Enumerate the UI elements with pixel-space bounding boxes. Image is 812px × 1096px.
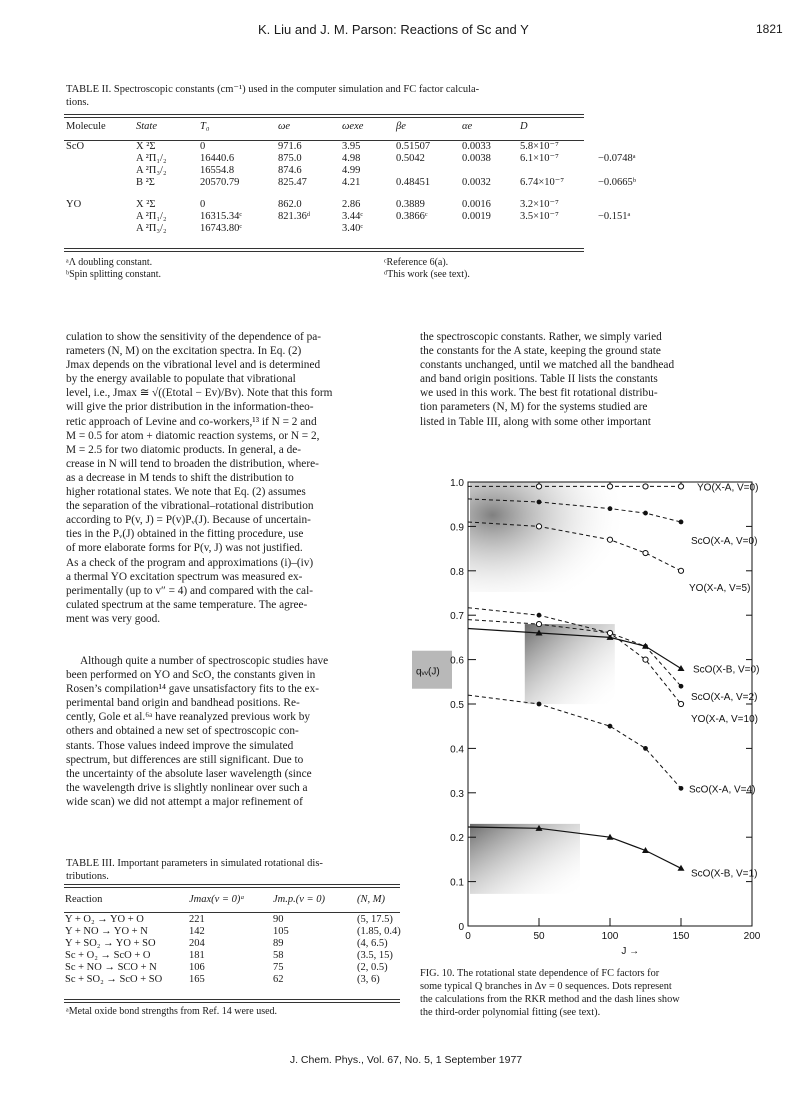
data-point — [678, 865, 685, 871]
table2-header-cell: State — [136, 121, 157, 132]
table2-cell: 0 — [200, 199, 206, 210]
text-line: been performed on YO and ScO, the constants given in — [66, 669, 316, 682]
footnote-b: ᵇSpin splitting constant. — [66, 269, 162, 280]
y-tick-label: 0.4 — [450, 744, 464, 756]
data-point — [643, 657, 648, 662]
text-line: we used in this work. The best fit rotational distribu- — [420, 387, 658, 400]
data-point — [678, 568, 683, 573]
data-point — [643, 746, 648, 751]
table2-header-cell: ωexe — [342, 121, 364, 132]
table2-cell: 6.74×10⁻⁷ — [520, 177, 564, 188]
x-tick-label: 50 — [533, 931, 545, 942]
text-line: the wavelength drive is slightly nonlinear over such a — [66, 781, 308, 794]
table3-row — [62, 950, 420, 962]
text-line: Jmax depends on the vibrational level and is determined — [66, 359, 321, 372]
table3-cell: (1.85, 0.4) — [357, 926, 401, 937]
text-line: culated spectrum at the same temperature. The agree- — [66, 598, 308, 611]
text-line: will give the prior distribution in the information-theo- — [66, 401, 314, 414]
table2-cell: 821.36ᵈ — [278, 211, 311, 222]
table3-cell: 221 — [189, 914, 205, 925]
table3-cell: (4, 6.5) — [357, 938, 388, 949]
text-line: tion parameters (N, M) for the systems studied are — [420, 401, 648, 414]
table3-row — [62, 938, 420, 950]
table3-cell: (2, 0.5) — [357, 962, 388, 973]
table2-cell: X ²Σ — [136, 199, 156, 210]
figure-10-chart — [412, 468, 768, 957]
text-line: perimental band origin and bandhead positions. Re- — [66, 697, 300, 710]
table2-cell — [594, 199, 660, 211]
table2-cell: 0.0032 — [462, 177, 491, 188]
table2-header-cell: D — [520, 121, 528, 132]
figure-caption-line: the third-order polynomial fitting (see text). — [420, 1007, 601, 1018]
table2-caption — [66, 83, 586, 109]
table2-cell — [392, 165, 458, 177]
series-label: ScO(X-A, V=0) — [691, 535, 758, 547]
table2-header-row — [62, 121, 660, 133]
table2-cell — [516, 165, 594, 177]
text-line: stants. Those values indeed improve the simulated — [66, 739, 294, 752]
table2-cell: 0.0033 — [462, 141, 491, 152]
table2-row — [62, 165, 660, 177]
table2-caption-line: tions. — [66, 97, 90, 108]
data-point — [537, 702, 542, 707]
table2-cell — [594, 165, 660, 177]
table3-cell: 181 — [189, 950, 205, 961]
table3-header-cell: Jmax(v = 0)ᵃ — [189, 894, 245, 905]
table2-cell: 3.2×10⁻⁷ — [520, 199, 559, 210]
text-line: level, i.e., Jmax ≅ √((Etotal − Ev)/Bv). Note that this form — [66, 387, 333, 400]
text-line: crease in N will tend to broaden the distribution, where- — [66, 457, 319, 470]
data-point — [607, 484, 612, 489]
x-tick-label: 0 — [465, 931, 471, 942]
table2-cell: 4.21 — [342, 177, 361, 188]
data-point — [608, 506, 613, 511]
table2-row — [62, 141, 660, 153]
shade-region — [470, 824, 580, 894]
table2-cell — [458, 223, 516, 235]
table2-cell — [62, 153, 132, 165]
table2-cell — [392, 223, 458, 235]
shade-region — [525, 624, 615, 704]
table2-cell: 4.98 — [342, 153, 361, 164]
x-tick-label: 100 — [601, 931, 619, 942]
table3-bottom-rule — [64, 999, 400, 1003]
table3-cell: Sc + NO → SCO + N — [65, 962, 157, 973]
table2-header-cell: T₀ — [200, 121, 210, 132]
shade-region — [470, 482, 620, 592]
table2-cell: A ²Π₁/₂ — [136, 211, 167, 222]
table2-cell: B ²Σ — [136, 177, 155, 188]
table2-cell — [458, 165, 516, 177]
table3-caption-line: TABLE III. Important parameters in simulated rotational dis- — [66, 858, 323, 869]
table3-cell: Y + O₂ → YO + O — [65, 914, 144, 925]
table2-cell: A ²Π₁/₂ — [136, 153, 167, 164]
y-axis-label: qᵥᵥ(J) — [416, 666, 440, 678]
table2-cell: 3.40ᶜ — [342, 223, 364, 234]
table2-cell: 16554.8 — [200, 165, 235, 176]
data-point — [537, 500, 542, 505]
table3-cell: 90 — [273, 914, 284, 925]
table2-row — [62, 199, 660, 211]
table3-grid — [62, 894, 420, 986]
table3-header-cell: Reaction — [65, 894, 103, 905]
table2-cell: 20570.79 — [200, 177, 240, 188]
table2-cell — [594, 223, 660, 235]
y-tick-label: 0.1 — [450, 877, 464, 889]
table3-row — [62, 974, 420, 986]
table3-row — [62, 914, 420, 926]
text-line: as a decrease in M tends to shift the distribution to — [66, 471, 294, 484]
table2-row — [62, 153, 660, 165]
table2-footnotes-left — [66, 257, 161, 281]
table2-cell: −0.0748ᵃ — [598, 153, 636, 164]
table2-row — [62, 223, 660, 235]
table3-cell: 106 — [189, 962, 205, 973]
table3-cell: 204 — [189, 938, 205, 949]
table2-cell — [594, 141, 660, 153]
text-line: M = 2.5 for two diatomic products. In general, a de- — [66, 443, 302, 456]
y-tick-label: 0.3 — [450, 788, 464, 800]
table3-cell: (3, 6) — [357, 974, 380, 985]
data-point — [536, 524, 541, 529]
table2-cell: 16315.34ᶜ — [200, 211, 243, 222]
series-label: YO(X-A, V=0) — [697, 482, 759, 494]
table3-cell: Sc + O₂ → ScO + O — [65, 950, 151, 961]
text-line: and band origin positions. Table II lists the constants — [420, 373, 658, 386]
table2-header-cell: βe — [396, 121, 406, 132]
text-line: the separation of the vibrational–rotational distribution — [66, 500, 314, 513]
table2-header-cell: αe — [462, 121, 473, 132]
table2-cell: 0.3889 — [396, 199, 425, 210]
table2-row — [62, 177, 660, 189]
table2-cell: 3.95 — [342, 141, 361, 152]
left-column-para1 — [66, 330, 402, 626]
table2-cell: 0.0016 — [462, 199, 491, 210]
data-point — [643, 484, 648, 489]
table3-cell: 58 — [273, 950, 284, 961]
footnote-c: ᶜReference 6(a). — [384, 257, 449, 268]
table2-cell: 0.0019 — [462, 211, 491, 222]
text-line: a thermal YO excitation spectrum was measured ex- — [66, 570, 303, 583]
series-label: YO(X-A, V=10) — [691, 714, 758, 725]
table2-caption-line: TABLE II. Spectroscopic constants (cm⁻¹) used in the computer simulation and FC factor calcula- — [66, 84, 480, 95]
table2-cell: 0.3866ᶜ — [396, 211, 428, 222]
table2-cell — [62, 211, 132, 223]
data-point — [607, 537, 612, 542]
table3-cell: 165 — [189, 974, 205, 985]
table2-cell: −0.0665ᵇ — [598, 177, 637, 188]
table2-cell: 825.47 — [278, 177, 307, 188]
figure-caption-line: the calculations from the RKR method and the dash lines show — [420, 994, 680, 1005]
table3-header-cell: Jm.p.(v = 0) — [273, 894, 325, 905]
table3-cell: 62 — [273, 974, 284, 985]
figure-caption-line: some typical Q branches in Δv = 0 sequences. Dots represent — [420, 981, 672, 992]
text-line: M = 0.5 for atom + diatomic reaction systems, or N = 2, — [66, 429, 320, 442]
text-line: Although quite a number of spectroscopic studies have — [80, 655, 329, 667]
table2-cell — [62, 223, 132, 235]
y-tick-label: 0.5 — [450, 700, 464, 711]
table2-footnotes-right — [384, 257, 470, 281]
page-number: 1821 — [756, 22, 783, 36]
y-tick-label: 0.6 — [450, 655, 464, 667]
data-point — [643, 550, 648, 555]
data-point — [608, 724, 613, 729]
data-point — [678, 665, 685, 671]
table2-cell: YO — [66, 199, 82, 210]
table2-cell: 3.5×10⁻⁷ — [520, 211, 559, 222]
table2-grid — [62, 121, 660, 235]
table3-cell: Y + SO₂ → YO + SO — [65, 938, 156, 949]
text-line: Rosen’s compilation¹⁴ gave unsatisfactory fits to the ex- — [66, 683, 319, 696]
y-tick-label: 0.8 — [450, 566, 464, 578]
data-point — [607, 630, 612, 635]
text-line: culation to show the sensitivity of the dependence of pa- — [66, 331, 322, 343]
text-line: others and obtained a new set of spectroscopic con- — [66, 725, 299, 738]
text-line: ties in the Pᵥ(J) obtained in the fitting procedure, use — [66, 528, 304, 541]
table2-cell — [274, 223, 338, 235]
text-line: the spectroscopic constants. Rather, we simply varied — [420, 331, 662, 343]
table2-cell: −0.151ᵃ — [598, 211, 631, 222]
text-line: by the energy available to populate that vibrational — [66, 373, 296, 386]
table3-header-cell: (N, M) — [357, 894, 385, 905]
table2-cell — [62, 165, 132, 177]
data-point — [643, 644, 648, 649]
text-line: of more elaborate forms for P(v, J) was not justified. — [66, 542, 303, 555]
series-label: ScO(X-A, V=4) — [689, 784, 756, 796]
data-point — [678, 484, 683, 489]
text-line: listed in Table III, along with some other important — [420, 415, 651, 428]
table3-cell: 142 — [189, 926, 205, 937]
table3-header-rule — [64, 912, 400, 913]
table2-cell: A ²Π₃/₂ — [136, 165, 167, 176]
table2-header-cell: Molecule — [66, 121, 106, 132]
left-column-para2 — [66, 654, 402, 809]
table3-cell: Sc + SO₂ → ScO + SO — [65, 974, 163, 985]
table2-cell: 3.44ᶜ — [342, 211, 364, 222]
table2-cell: 5.8×10⁻⁷ — [520, 141, 559, 152]
series-label: YO(X-A, V=5) — [689, 582, 751, 594]
text-line: perimentally (up to v″ = 4) and compared with the cal- — [66, 584, 313, 597]
table2 — [62, 121, 660, 235]
table2-cell: A ²Π₃/₂ — [136, 223, 167, 234]
text-line: wide scan) we did not attempt a major refinement of — [66, 795, 303, 808]
data-point — [536, 484, 541, 489]
data-point — [678, 701, 683, 706]
table3-footnote: ᵃMetal oxide bond strengths from Ref. 14 were used. — [66, 1006, 278, 1017]
table3-cell: (5, 17.5) — [357, 914, 393, 925]
table3-cell: Y + NO → YO + N — [65, 926, 148, 937]
table2-cell: 0.51507 — [396, 141, 431, 152]
text-line: rameters (N, M) on the excitation spectra. In Eq. (2) — [66, 345, 302, 358]
text-line: spectrum, but differences are still significant. Due to — [66, 753, 304, 766]
text-line: cently, Gole et al.⁶ᵃ have reanalyzed previous work by — [66, 711, 311, 724]
right-column-text — [420, 330, 760, 429]
table2-cell: X ²Σ — [136, 141, 156, 152]
table3-cell: (3.5, 15) — [357, 950, 393, 961]
table3-cell: 105 — [273, 926, 289, 937]
data-point — [679, 520, 684, 525]
series-label: ScO(X-B, V=0) — [693, 664, 760, 676]
table2-cell: 2.86 — [342, 199, 361, 210]
text-line: ment was very good. — [66, 612, 161, 625]
table3 — [62, 894, 420, 986]
text-line: the uncertainty of the absolute laser wavelength (since — [66, 767, 312, 780]
table2-cell: ScO — [66, 141, 85, 152]
y-tick-label: 1.0 — [450, 478, 464, 489]
figure-caption-line: FIG. 10. The rotational state dependence of FC factors for — [420, 968, 660, 979]
running-title: K. Liu and J. M. Parson: Reactions of Sc and Y — [258, 22, 529, 37]
table2-cell: 0 — [200, 141, 206, 152]
x-axis-label: J → — [621, 946, 640, 957]
text-line: retic approach of Levine and co-workers,¹³ if N = 2 and — [66, 415, 317, 428]
table3-row — [62, 926, 420, 938]
table2-bottom-rule — [64, 248, 584, 252]
table2-cell: 4.99 — [342, 165, 361, 176]
table3-caption-line: tributions. — [66, 871, 109, 882]
figure-10-caption — [420, 967, 770, 1019]
table2-top-rule — [64, 114, 584, 118]
y-tick-label: 0.9 — [450, 522, 464, 534]
x-tick-label: 200 — [743, 931, 761, 942]
table2-cell — [516, 223, 594, 235]
footnote-d: ᵈThis work (see text). — [384, 269, 470, 280]
table2-cell: 0.5042 — [396, 153, 425, 164]
table3-header-row — [62, 894, 420, 906]
table3-cell: 89 — [273, 938, 284, 949]
table2-cell: 6.1×10⁻⁷ — [520, 153, 559, 164]
table2-cell: 874.6 — [278, 165, 302, 176]
data-point — [643, 511, 648, 516]
table2-header-cell: ωe — [278, 121, 291, 132]
text-line: higher rotational states. We note that Eq. (2) assumes — [66, 486, 306, 499]
text-line: constants unchanged, until we matched all the bandhead — [420, 359, 675, 372]
series-line — [468, 695, 681, 788]
table2-cell: 875.0 — [278, 153, 302, 164]
data-point — [679, 684, 684, 689]
text-line: the constants for the A state, keeping the ground state — [420, 345, 661, 358]
table3-caption — [66, 857, 402, 883]
x-tick-label: 150 — [672, 931, 690, 942]
series-label: ScO(X-A, V=2) — [691, 692, 758, 704]
table3-row — [62, 962, 420, 974]
table2-cell: 0.48451 — [396, 177, 431, 188]
table2-cell: 0.0038 — [462, 153, 491, 164]
text-line: As a check of the program and approximations (i)–(iv) — [66, 556, 314, 569]
series-label: ScO(X-B, V=1) — [691, 868, 758, 880]
journal-footer: J. Chem. Phys., Vol. 67, No. 5, 1 September 1977 — [289, 1054, 523, 1066]
table2-cell — [62, 177, 132, 189]
table2-header-cell — [594, 121, 660, 133]
table2-cell: 971.6 — [278, 141, 302, 152]
data-point — [679, 786, 684, 791]
data-point — [537, 613, 542, 618]
data-point — [536, 621, 541, 626]
y-tick-label: 0.7 — [450, 611, 464, 623]
table3-cell: 75 — [273, 962, 284, 973]
y-tick-label: 0 — [458, 922, 464, 933]
table3-top-rule — [64, 884, 400, 888]
table2-row — [62, 211, 660, 223]
table2-cell: 16743.80ᶜ — [200, 223, 243, 234]
table2-header-rule — [64, 140, 584, 141]
table2-cell: 862.0 — [278, 199, 302, 210]
text-line: according to P(v, J) = P(v)Pᵥ(J). Because of uncertain- — [66, 514, 311, 527]
footnote-a: ᵃΛ doubling constant. — [66, 257, 153, 268]
y-tick-label: 0.2 — [450, 833, 464, 845]
table2-cell: 16440.6 — [200, 153, 235, 164]
